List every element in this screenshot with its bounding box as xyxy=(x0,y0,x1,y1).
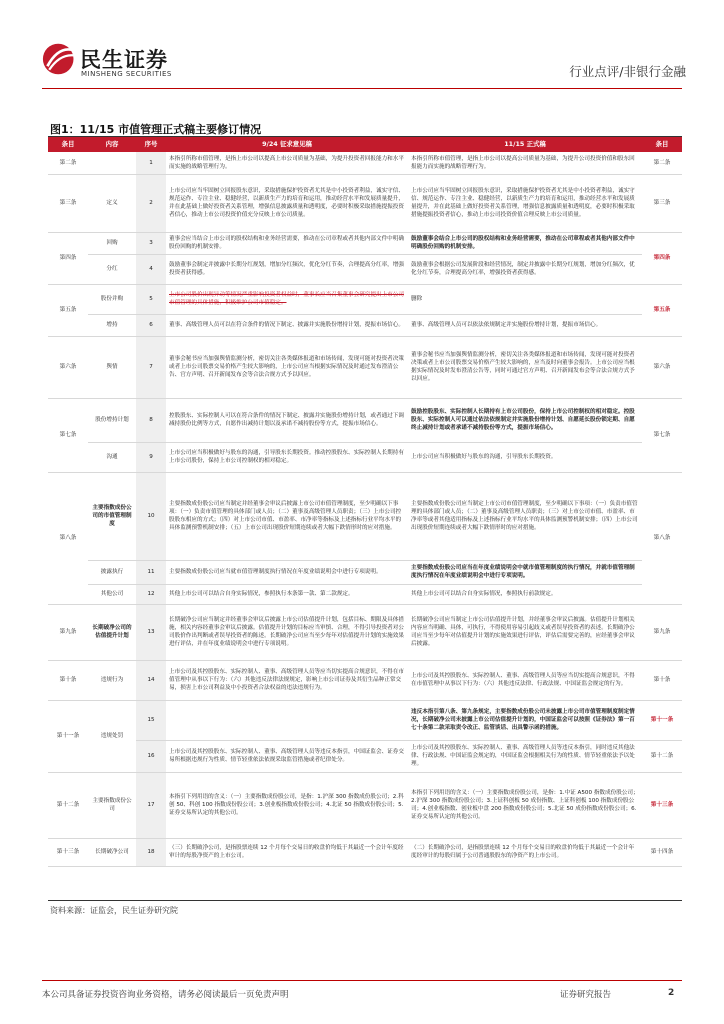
row-draft: 其他上市公司可以结合自身实际情况，参照执行本条第一款、第二款规定。 xyxy=(166,584,408,604)
row-draft: （三）长期破净公司，是指股票连续 12 个月每个交易日的收盘价均低于其最近一个会计年度经审计的每股净资产的上市公司。 xyxy=(166,838,408,866)
row-item2: 第十条 xyxy=(642,660,682,700)
row-no: 1 xyxy=(136,152,166,174)
row-no: 10 xyxy=(136,472,166,560)
brand-name-en: MINSHENG SECURITIES xyxy=(81,70,172,78)
row-final: 主要指数成份股公司应当制定上市公司市值管理制度，至少明确以下事项：（一）负责市值管理的具体部门或人员；（二）董事及高级管理人员职责；（三）对上市公司市值、市盈率、市净率等或者其他适用指标及上述指标行业平均水平的具体监测预警机制安排；（四）上市公司出现股价短期连续或者大幅下跌情形时的应对措施。 xyxy=(408,472,642,560)
col-header-item2: 条目 xyxy=(642,137,682,152)
row-final: 董事会秘书应当加强舆情监测分析，密切关注各类媒体报道和市场传闻，发现可能对投资者决策或者上市公司股票交易价格产生较大影响的，应当及时向董事会报告。上市公司应当根据实际情况及时发布澄清公告等，同时可通过官方声明、召开新闻发布会等合法合规方式予以回应。 xyxy=(408,336,642,398)
row-draft: 上市公司应当积极做好与股东的沟通，引导股东长期投资。推动控股股东、实际控制人长期持有上市公司股份，保持上市公司控制权的相对稳定。 xyxy=(166,442,408,472)
row-final: 长期破净公司应当制定上市公司估值提升计划，并经董事会审议后披露。估值提升计划相关内容应当明确、具体，可执行，不得使用容易引起歧义或者误导投资者的表述。长期破净公司应当至少每年对估值提升计划的实施效果进行评估，评估后需要完善的，应经董事会审议后披露。 xyxy=(408,604,642,660)
row-no: 13 xyxy=(136,604,166,660)
row-final: 鼓励控股股东、实际控制人长期持有上市公司股份，保持上市公司控制权的相对稳定。控股股东、实际控制人可以通过依法依规制定并实施股份增持计划、自愿延长股份锁定期、自愿终止减持计划或者承诺不减持股份等方式，提振市场信心。 xyxy=(408,398,642,442)
row-final: 其他上市公司可以结合自身实际情况，参照执行前款规定。 xyxy=(408,584,642,604)
row-final: 主要指数成份股公司应当在年度业绩说明会中就市值管理制度的执行情况，并就市值管理制度执行情况在年度业绩说明会中进行专项说明。 xyxy=(408,560,642,584)
row-no: 5 xyxy=(136,284,166,314)
row-final: 上市公司及其控股股东、实际控制人、董事、高级管理人员等违反本指引，同时违反其他法律、行政法规、中国证监会规定的，中国证监会根据相关行为的性质、情节轻重依法予以处理。 xyxy=(408,740,642,772)
row-no: 11 xyxy=(136,560,166,584)
footer-divider xyxy=(42,980,682,981)
row-no: 3 xyxy=(136,232,166,254)
row-final: 本指引下列用语的含义：（一）主要指数成份股公司，是指：1.中证 A500 指数成份股公司；2.沪深 300 指数成份股公司；3.上证科创板 50 成份指数、上证科创板 100 指数成份股公司；4.创业板指数、创业板中盘 200 指数成份股公司；5.北证 50 成份指数成份股公司；6.证券交易所认定的其他公司。 xyxy=(408,772,642,838)
row-draft: 上市公司应当牢固树立回报股东意识，采取措施保护投资者尤其是中小投资者利益，诚实守信、规范运作、专注主业、稳健经营，以新质生产力的培育和运用，推动经营水平和发展质量提升，并在此基础上做好投资者关系管理，增强信息披露质量和透明度，必要时积极采取措施提振投资者信心，推动上市公司投资价值充分反映上市公司质量。 xyxy=(166,174,408,232)
row-draft: 主要指数成份股公司应当就市值管理制度执行情况在年度业绩说明会中进行专项说明。 xyxy=(166,560,408,584)
row-final: 上市公司应当积极做好与股东的沟通，引导股东长期投资。 xyxy=(408,442,642,472)
row-no: 6 xyxy=(136,314,166,336)
col-header-content: 内容 xyxy=(88,137,136,152)
table-row xyxy=(48,560,682,584)
row-content: 长期破净公司的估值提升计划 xyxy=(88,604,136,660)
revision-table xyxy=(48,137,682,867)
table-row xyxy=(48,254,682,284)
table-bottom-divider xyxy=(48,900,682,901)
page-number: 2 xyxy=(668,988,675,998)
table-row xyxy=(48,174,682,232)
row-content: 违规行为 xyxy=(88,660,136,700)
table-row xyxy=(48,232,682,254)
row-no: 8 xyxy=(136,398,166,442)
row-item: 第六条 xyxy=(48,336,88,398)
row-no: 14 xyxy=(136,660,166,700)
row-item2: 第七条 xyxy=(642,398,682,472)
row-draft: 上市公司及其控股股东、实际控制人、董事、高级管理人员等应当切实提高合规意识，不得在市值管理中从事以下行为：（六）其他违反法律法规规定，影响上市公司证券及其衍生品种正常交易，损害上市公司利益及中小投资者合法权益的违法违规行为。 xyxy=(166,660,408,700)
row-no: 9 xyxy=(136,442,166,472)
row-item2: 第八条 xyxy=(642,472,682,604)
row-draft: 上市公司股价出现异动等情况严重影响投资者权益时，董事长应当召集董事会研究提出上市公司市值管理的具体措施，积极维护公司市值稳定。 xyxy=(166,284,408,314)
row-content: 长期破净公司 xyxy=(88,838,136,866)
row-item: 第九条 xyxy=(48,604,88,660)
row-content: 违规处罚 xyxy=(88,700,136,772)
row-draft: 主要指数成份股公司应当制定并经董事会审议后披露上市公司市值管理制度，至少明确以下事项：（一）负责市值管理的具体部门或人员；（二）董事及高级管理人员职责；（三）上市公司控股股东相应的方式；（四）对上市公司市值、市盈率、市净率等指标及上述指标行业平均水平的具体监测预警机制安排；（五）上市公司出现股价短期连续或者大幅下跌情形时的应对措施。 xyxy=(166,472,408,560)
row-final: 上市公司应当牢固树立回报股东意识，采取措施保护投资者尤其是中小投资者利益，诚实守信、规范运作、专注主业、稳健经营，以新质生产力的培育和运用，推动经营水平和发展质量提升，并在此基础上做好投资者关系管理，增强信息披露质量和透明度，必要时积极采取措施提振投资者信心，推动上市公司投资价值合理反映上市公司质量。 xyxy=(408,174,642,232)
row-content: 沟通 xyxy=(88,442,136,472)
row-item: 第四条 xyxy=(48,232,88,284)
table-header-row xyxy=(48,137,682,152)
figure-title: 图1：11/15 市值管理正式稿主要修订情况 xyxy=(50,123,262,136)
table-row xyxy=(48,604,682,660)
row-final: 本指引所称市值管理，是指上市公司以提高公司质量为基础，为提升公司投资价值和股东回报能力而实施的战略管理行为。 xyxy=(408,152,642,174)
row-no: 16 xyxy=(136,740,166,772)
row-final: 违反本指引第八条、第九条规定，主要指数成份股公司未披露上市公司市值管理制度制定情况，长期破净公司未披露上市公司估值提升计划的，中国证监会可以按照《证券法》第一百七十条第二款采取责令改正、监管谈话、出具警示函的措施。 xyxy=(408,700,642,740)
row-item: 第八条 xyxy=(48,472,88,604)
row-draft: 控股股东、实际控制人可以在符合条件的情况下制定、披露并实施股份增持计划，或者通过下调减持股份比例等方式，自愿作出减持计划以及承诺不减持股份等方式，提振市场信心。 xyxy=(166,398,408,442)
table-row xyxy=(48,740,682,772)
row-no: 12 xyxy=(136,584,166,604)
row-item: 第七条 xyxy=(48,398,88,472)
row-item: 第十三条 xyxy=(48,838,88,866)
row-item2: 第十二条 xyxy=(642,740,682,772)
row-item2: 第十一条 xyxy=(642,700,682,740)
row-draft: 本指引所称市值管理，是指上市公司以提高上市公司质量为基础，为提升投资者回报能力和水平而实施的战略管理行为。 xyxy=(166,152,408,174)
report-category: 行业点评/非银行金融 xyxy=(569,64,686,79)
row-item2: 第九条 xyxy=(642,604,682,660)
row-content: 披露执行 xyxy=(88,560,136,584)
row-content xyxy=(88,152,136,174)
row-no: 17 xyxy=(136,772,166,838)
row-item: 第十一条 xyxy=(48,700,88,772)
col-header-draft: 9/24 征求意见稿 xyxy=(166,137,408,152)
row-draft: 董事会秘书应当加强舆情监测分析，密切关注各类媒体报道和市场传闻，发现可能对投资者决策或者上市公司股票交易价格产生较大影响的，上市公司应当根据实际情况及时通过发布澄清公告、官方声明、召开新闻发布会等合法合规方式予以回应。 xyxy=(166,336,408,398)
row-item: 第五条 xyxy=(48,284,88,336)
row-item2: 第五条 xyxy=(642,284,682,336)
row-no: 18 xyxy=(136,838,166,866)
table-row xyxy=(48,700,682,740)
row-content: 主要指数成份公司的市值管理制度 xyxy=(88,472,136,560)
row-draft xyxy=(166,700,408,740)
data-source: 资料来源：证监会，民生证券研究院 xyxy=(50,906,178,915)
row-item2: 第二条 xyxy=(642,152,682,174)
table-row xyxy=(48,442,682,472)
col-header-final: 11/15 正式稿 xyxy=(408,137,642,152)
row-no: 15 xyxy=(136,700,166,740)
row-draft: 董事会应当结合上市公司的股权结构和业务经营需要，推动在公司章程或者其他内部文件中明确股份回购的机制安排。 xyxy=(166,232,408,254)
row-final: 鼓励董事会根据公司发展阶段和经营情况，制定并披露中长期分红规划，增加分红频次，优化分红节奏，合理提高分红率，增强投资者获得感。 xyxy=(408,254,642,284)
row-draft: 鼓励董事会制定并披露中长期分红规划，增加分红频次，优化分红节奏，合理提高分红率，增强投资者获得感。 xyxy=(166,254,408,284)
row-item: 第十二条 xyxy=(48,772,88,838)
row-content: 股份增持计划 xyxy=(88,398,136,442)
row-draft: 上市公司及其控股股东、实际控制人、董事、高级管理人员等违反本指引，中国证监会、证券交易所根据违规行为性质、情节轻重依法依规采取监管措施或者纪律处分。 xyxy=(166,740,408,772)
row-final: 上市公司及其控股股东、实际控制人、董事、高级管理人员等应当切实提高合规意识，不得在市值管理中从事以下行为：（六）其他违反法律、行政法规、中国证监会规定的行为。 xyxy=(408,660,642,700)
row-item: 第三条 xyxy=(48,174,88,232)
table-row xyxy=(48,838,682,866)
row-content: 其他公司 xyxy=(88,584,136,604)
row-item2: 第十三条 xyxy=(642,772,682,838)
row-content: 主要指数成份公司 xyxy=(88,772,136,838)
row-content: 增持 xyxy=(88,314,136,336)
row-no: 4 xyxy=(136,254,166,284)
table-row xyxy=(48,660,682,700)
row-content: 分红 xyxy=(88,254,136,284)
row-item: 第十条 xyxy=(48,660,88,700)
row-no: 7 xyxy=(136,336,166,398)
row-content: 舆情 xyxy=(88,336,136,398)
row-draft: 董事、高级管理人员可以在符合条件的情况下制定、披露并实施股份增持计划，提振市场信心。 xyxy=(166,314,408,336)
row-final: 鼓励董事会结合上市公司的股权结构和业务经营需要，推动在公司章程或者其他内部文件中明确股份回购的机制安排。 xyxy=(408,232,642,254)
table-row xyxy=(48,152,682,174)
table-row xyxy=(48,472,682,560)
table-row xyxy=(48,584,682,604)
table-row xyxy=(48,398,682,442)
col-header-no: 序号 xyxy=(136,137,166,152)
row-item2: 第十四条 xyxy=(642,838,682,866)
row-final: （二）长期破净公司，是指股票连续 12 个月每个交易日的收盘价均低于其最近一个会计年度经审计的每股归属于公司普通股股东的净资产的上市公司。 xyxy=(408,838,642,866)
table-row xyxy=(48,772,682,838)
row-draft: 本指引下列用语的含义：（一）主要指数成份股公司，是指：1.沪深 300 指数成份股公司；2.科创 50、科创 100 指数成份股公司；3.创业板指数成份股公司；4.北证 50 指数成份股公司；5.证券交易所认定的其他公司。 xyxy=(166,772,408,838)
row-draft: 长期破净公司应当制定并经董事会审议后披露上市公司估值提升计划，包括目标、期限及具体措施，相关内容经董事会审议后披露。估值提升计划的目标应当审慎、合理，不得引导投资者对公司股价作出判断或者误导投资者的陈述。长期破净公司应当至少每年对估值提升计划的实施效果进行评估，并在年度业绩说明会中进行专项说明。 xyxy=(166,604,408,660)
minsheng-logo-icon xyxy=(42,41,78,77)
col-header-item: 条目 xyxy=(48,137,88,152)
row-content: 回购 xyxy=(88,232,136,254)
table-row xyxy=(48,284,682,314)
page-header xyxy=(0,0,724,95)
row-content: 定义 xyxy=(88,174,136,232)
row-final: 董事、高级管理人员可以依法依规制定并实施股份增持计划，提振市场信心。 xyxy=(408,314,642,336)
row-no: 2 xyxy=(136,174,166,232)
footer-disclaimer: 本公司具备证券投资咨询业务资格，请务必阅读最后一页免责声明 xyxy=(42,990,289,1000)
footer-report-type: 证券研究报告 xyxy=(560,990,612,1000)
row-item2: 第四条 xyxy=(642,232,682,284)
row-item: 第二条 xyxy=(48,152,88,174)
table-row xyxy=(48,336,682,398)
row-final: 删除 xyxy=(408,284,642,314)
row-content: 股份并购 xyxy=(88,284,136,314)
table-row xyxy=(48,314,682,336)
header-divider xyxy=(42,88,682,89)
row-item2: 第六条 xyxy=(642,336,682,398)
row-item2: 第三条 xyxy=(642,174,682,232)
brand-name: 民生证券 xyxy=(80,48,168,72)
